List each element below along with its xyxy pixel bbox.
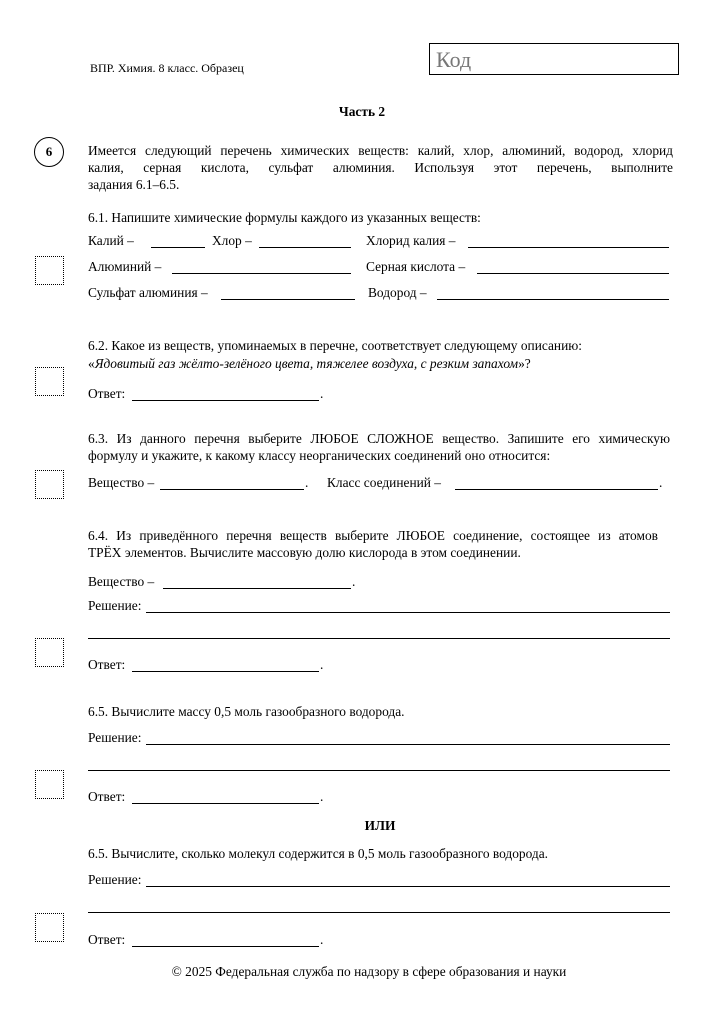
q63-class-field[interactable] xyxy=(455,489,658,490)
q64-answer-label: Ответ: xyxy=(88,657,126,672)
q65a-solution-line1[interactable] xyxy=(146,744,670,745)
q63-prompt-line1: 6.3. Из данного перечня выберите ЛЮБОЕ СЛОЖНОЕ вещество. Запишите его химическую xyxy=(88,431,670,446)
q63-class-label: Класс соединений – xyxy=(327,475,441,490)
task-intro-line3: задания 6.1–6.5. xyxy=(88,177,180,192)
q61-sulfuric-field[interactable] xyxy=(477,273,669,274)
q64-substance-field[interactable] xyxy=(163,588,351,589)
q61-al-sulfate-field[interactable] xyxy=(221,299,355,300)
q65b-prompt: 6.5. Вычислите, сколько молекул содержится в 0,5 моль газообразного водорода. xyxy=(88,846,549,861)
q61-hydrogen-label: Водород – xyxy=(368,285,427,300)
q61-prompt: 6.1. Напишите химические формулы каждого из указанных веществ: xyxy=(88,210,481,225)
q65a-answer-label: Ответ: xyxy=(88,789,126,804)
q61-potassium-field[interactable] xyxy=(151,247,205,248)
q64-prompt-line2: ТРЁХ элементов. Вычислите массовую долю кислорода в этом соединении. xyxy=(88,545,521,560)
q64-answer-field[interactable] xyxy=(132,671,319,672)
q62-score-box[interactable] xyxy=(35,367,64,396)
q64-solution-label: Решение: xyxy=(88,598,142,613)
q63-prompt-line2: формулу и укажите, к какому классу неорганических соединений оно относится: xyxy=(88,448,551,463)
part-title: Часть 2 xyxy=(338,104,386,119)
q65a-score-box[interactable] xyxy=(35,770,64,799)
q61-score-box[interactable] xyxy=(35,256,64,285)
footer-copyright: © 2025 Федеральная служба по надзору в сфере образования и науки xyxy=(171,964,567,979)
exam-title: ВПР. Химия. 8 класс. Образец xyxy=(90,61,244,75)
q63-substance-field[interactable] xyxy=(160,489,304,490)
q61-aluminium-label: Алюминий – xyxy=(88,259,162,274)
q61-kcl-field[interactable] xyxy=(468,247,669,248)
task-intro-line2: калия, серная кислота, сульфат алюминия. Используя этот перечень, выполните xyxy=(88,160,673,175)
q61-hydrogen-field[interactable] xyxy=(437,299,669,300)
q61-chlorine-label: Хлор – xyxy=(212,233,252,248)
q63-score-box[interactable] xyxy=(35,470,64,499)
task-number: 6 xyxy=(45,144,53,159)
q61-al-sulfate-label: Сульфат алюминия – xyxy=(88,285,208,300)
q61-kcl-label: Хлорид калия – xyxy=(366,233,456,248)
q65b-solution-label: Решение: xyxy=(88,872,142,887)
q62-quote-close: »? xyxy=(518,356,531,371)
q61-potassium-label: Калий – xyxy=(88,233,134,248)
task-intro-line1: Имеется следующий перечень химических веществ: калий, хлор, алюминий, водород, хлорид xyxy=(88,143,673,158)
q62-quote-text: Ядовитый газ жёлто-зелёного цвета, тяжелее воздуха, с резким запахом xyxy=(94,356,519,371)
q65b-answer-field[interactable] xyxy=(132,946,319,947)
q62-quote xyxy=(88,356,531,372)
task-number-badge xyxy=(34,137,64,167)
q64-substance-label: Вещество – xyxy=(88,574,155,589)
q63-substance-label: Вещество – xyxy=(88,475,155,490)
q62-quote-open: « xyxy=(88,356,95,371)
q62-answer-field[interactable] xyxy=(132,400,319,401)
q64-solution-line2[interactable] xyxy=(88,638,670,639)
q62-prompt: 6.2. Какое из веществ, упоминаемых в перечне, соответствует следующему описанию: xyxy=(88,338,582,353)
q62-answer-label: Ответ: xyxy=(88,386,126,401)
q64-solution-line1[interactable] xyxy=(146,612,670,613)
q65a-solution-line2[interactable] xyxy=(88,770,670,771)
q61-aluminium-field[interactable] xyxy=(172,273,351,274)
q65b-answer-label: Ответ: xyxy=(88,932,126,947)
q64-score-box[interactable] xyxy=(35,638,64,667)
q65b-solution-line1[interactable] xyxy=(146,886,670,887)
q61-chlorine-field[interactable] xyxy=(259,247,351,248)
q64-prompt-line1: 6.4. Из приведённого перечня веществ выберите ЛЮБОЕ соединение, состоящее из атомов xyxy=(88,528,658,543)
q65a-prompt: 6.5. Вычислите массу 0,5 моль газообразного водорода. xyxy=(88,704,405,719)
q65b-score-box[interactable] xyxy=(35,913,64,942)
code-box[interactable] xyxy=(429,43,679,75)
q65b-solution-line2[interactable] xyxy=(88,912,670,913)
or-label: ИЛИ xyxy=(364,818,396,833)
q65a-solution-label: Решение: xyxy=(88,730,142,745)
code-label: Код xyxy=(436,47,472,72)
q65a-answer-field[interactable] xyxy=(132,803,319,804)
q61-sulfuric-label: Серная кислота – xyxy=(366,259,466,274)
